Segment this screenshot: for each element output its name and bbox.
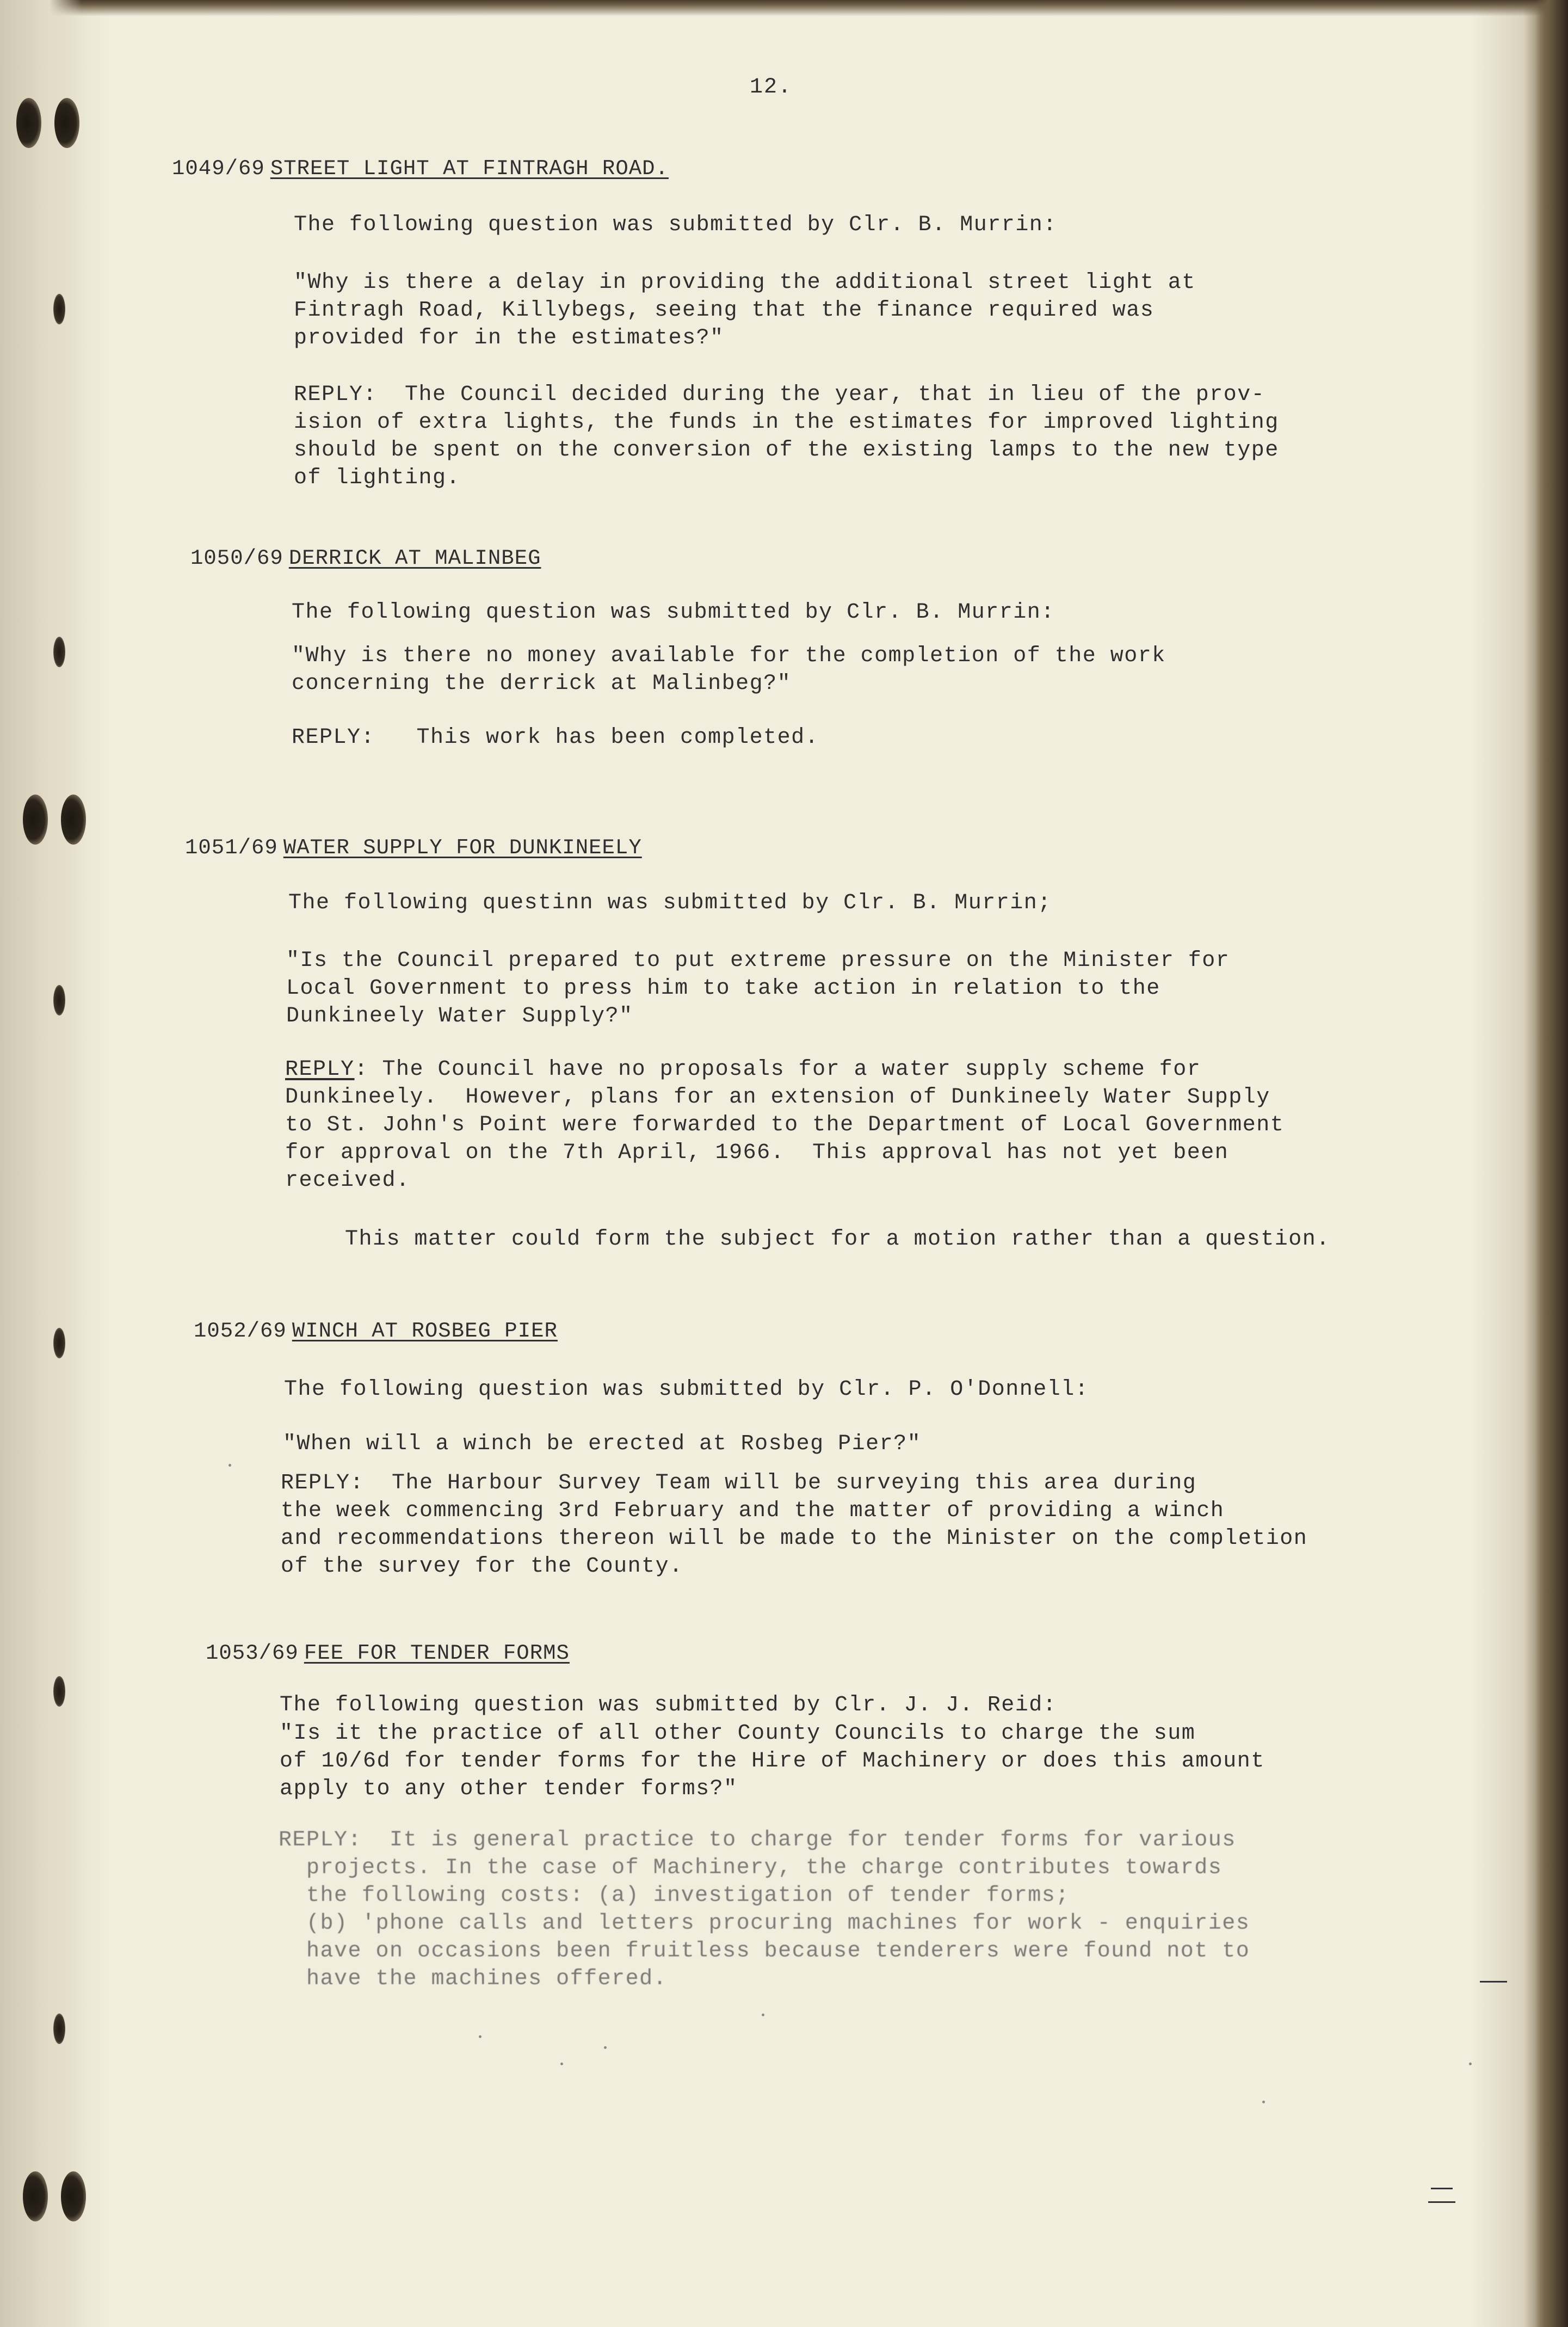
page-number: 12. [750, 75, 793, 100]
item-ref: 1052/69 [194, 1319, 287, 1343]
ink-speck [1469, 2063, 1472, 2065]
binder-hole-icon [61, 795, 86, 845]
ink-speck [560, 2063, 563, 2065]
ink-speck [479, 2035, 481, 2038]
binder-hole-icon [23, 2171, 48, 2221]
reply-text: The Harbour Survey Team will be surveying this area during the week commencing 3rd February and the matter of providing a winch and recommendations thereon will be made to the Minister on the completion of the survey for the County. [281, 1471, 1308, 1579]
binder-slot-icon [53, 1328, 65, 1358]
ink-speck [762, 2014, 764, 2016]
binder-slot-icon [53, 1676, 65, 1707]
item-intro: The following question was submitted by Clr. P. O'Donnell: [284, 1377, 1089, 1402]
item-ref: 1051/69 [185, 836, 278, 860]
page-top-shadow [0, 0, 1568, 16]
reply-label: REPLY: [292, 725, 375, 750]
page-edge [1535, 0, 1568, 2327]
item-question: "Why is there no money available for the completion of the work concerning the derrick at Malinbeg?" [292, 644, 1166, 696]
item-title: WINCH AT ROSBEG PIER [292, 1319, 558, 1343]
item-ref: 1049/69 [172, 157, 265, 181]
binder-slot-icon [53, 294, 65, 324]
item-note: This matter could form the subject for a motion rather than a question. [345, 1227, 1330, 1252]
ink-speck [1262, 2101, 1265, 2103]
ink-speck [229, 1464, 231, 1467]
item-question: "Why is there a delay in providing the additional street light at Fintragh Road, Killybegs, seeing that the finance required was provided for in the estimates?" [294, 270, 1196, 350]
item-intro: The following questinn was submitted by Clr. B. Murrin; [288, 891, 1052, 915]
reply-text: : The Council have no proposals for a water supply scheme for Dunkineely. However, plans for an extension of Dunkineely Water Supply to St. John's Point were forwarded to the Department of Local Government for approval on the 7th April, 1966. This approval has not yet been received. [285, 1057, 1285, 1193]
reply-label: REPLY: [279, 1828, 362, 1852]
item-question: "Is the Council prepared to put extreme pressure on the Minister for Local Government to press him to take action in relation to the Dunkineely Water Supply?" [286, 949, 1230, 1029]
item-reply [292, 724, 819, 752]
item-reply [279, 1826, 1250, 1993]
binder-hole-icon [54, 98, 79, 148]
binder-slot-icon [53, 2014, 65, 2044]
item-title: STREET LIGHT AT FINTRAGH ROAD. [270, 157, 669, 181]
item-heading [172, 157, 669, 181]
item-heading [185, 836, 642, 860]
binder-slot-icon [53, 637, 65, 667]
item-reply [294, 381, 1279, 492]
reply-text: The Council decided during the year, that in lieu of the prov- ision of extra lights, the funds in the estimates for improved lighting should be spent on the conversion of the existing lamps to the new type of lighting. [294, 383, 1279, 490]
item-title: FEE FOR TENDER FORMS [304, 1641, 570, 1665]
item-title: DERRICK AT MALINBEG [288, 546, 541, 570]
item-intro: The following question was submitted by Clr. B. Murrin: [292, 600, 1055, 625]
margin-mark [1428, 2201, 1455, 2203]
item-ref: 1053/69 [206, 1641, 299, 1665]
binder-hole-icon [61, 2171, 86, 2221]
item-question: "When will a winch be erected at Rosbeg Pier?" [283, 1432, 922, 1456]
binding-strip [0, 0, 82, 2327]
binder-slot-icon [53, 985, 65, 1015]
reply-text: This work has been completed. [375, 725, 819, 750]
margin-mark [1431, 2188, 1453, 2189]
item-reply [285, 1056, 1284, 1195]
reply-text: It is general practice to charge for tender forms for various projects. In the case of Machinery, the charge contributes towards the following costs: (a) investigation of tender forms; (b) 'phone calls and letters procuring machines for work - enquiries have on occasions been fruitless because tenderers were found not to have the machines offered. [306, 1828, 1250, 1991]
item-heading [206, 1641, 570, 1665]
item-heading [194, 1319, 558, 1343]
item-title: WATER SUPPLY FOR DUNKINEELY [283, 836, 642, 860]
item-heading [190, 546, 541, 570]
item-ref: 1050/69 [190, 546, 283, 570]
binder-hole-icon [16, 98, 41, 148]
reply-label: REPLY: [294, 383, 378, 407]
ink-speck [604, 2046, 607, 2049]
item-intro: The following question was submitted by Clr. J. J. Reid: [280, 1693, 1057, 1717]
binder-hole-icon [23, 795, 48, 845]
reply-label: REPLY: [281, 1471, 365, 1495]
reply-label: REPLY [285, 1057, 355, 1082]
item-intro: The following question was submitted by Clr. B. Murrin: [294, 213, 1057, 237]
item-reply [281, 1469, 1307, 1580]
item-question: "Is it the practice of all other County Councils to charge the sum of 10/6d for tender forms for the Hire of Machinery or does this amount apply to any other tender forms?" [280, 1721, 1265, 1801]
margin-mark [1480, 1981, 1507, 1983]
